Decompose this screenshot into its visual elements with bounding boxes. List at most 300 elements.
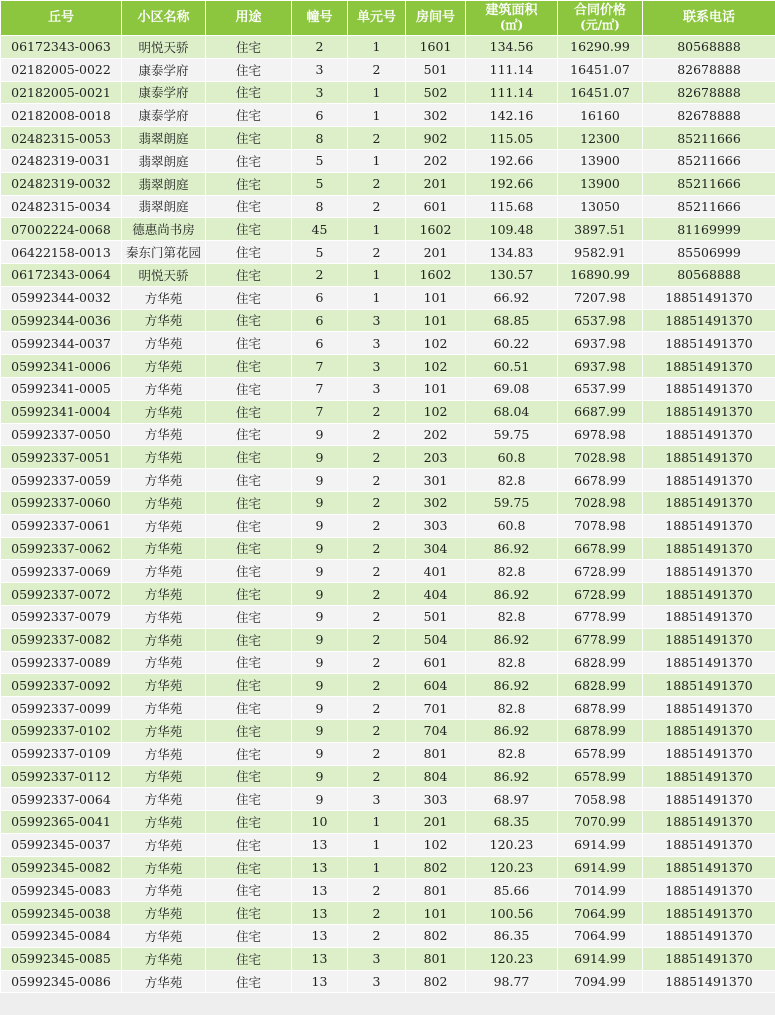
cell-community-name: 秦东门第花园 (122, 241, 206, 264)
cell-contact-phone: 18851491370 (643, 902, 775, 925)
cell-contract-price: 6578.99 (558, 765, 643, 788)
cell-lot-number: 05992341-0004 (1, 400, 122, 423)
cell-lot-number: 05992345-0086 (1, 970, 122, 993)
cell-building-number: 3 (292, 81, 348, 104)
cell-lot-number: 02482319-0032 (1, 172, 122, 195)
cell-usage: 住宅 (206, 332, 292, 355)
column-header-text: 建筑面积 (485, 3, 538, 18)
cell-usage: 住宅 (206, 811, 292, 834)
cell-room-number: 504 (406, 628, 466, 651)
cell-floor-area: 111.14 (466, 58, 558, 81)
column-header-room-number (406, 1, 466, 36)
cell-room-number: 802 (406, 856, 466, 879)
cell-floor-area: 60.8 (466, 446, 558, 469)
cell-building-number: 13 (292, 947, 348, 970)
table-row (1, 765, 775, 788)
cell-room-number: 303 (406, 788, 466, 811)
cell-contact-phone: 85506999 (643, 241, 775, 264)
cell-community-name: 方华苑 (122, 719, 206, 742)
cell-contact-phone: 18851491370 (643, 377, 775, 400)
cell-building-number: 10 (292, 811, 348, 834)
cell-lot-number: 05992344-0036 (1, 309, 122, 332)
column-header-lot-number (1, 1, 122, 36)
cell-contract-price: 6878.99 (558, 697, 643, 720)
table-row (1, 537, 775, 560)
cell-community-name: 方华苑 (122, 674, 206, 697)
cell-contact-phone: 18851491370 (643, 856, 775, 879)
cell-lot-number: 05992337-0051 (1, 446, 122, 469)
cell-contract-price: 7078.98 (558, 514, 643, 537)
cell-contract-price: 6537.99 (558, 377, 643, 400)
cell-floor-area: 115.05 (466, 127, 558, 150)
cell-community-name: 方华苑 (122, 879, 206, 902)
cell-contract-price: 16290.99 (558, 36, 643, 59)
cell-community-name: 翡翠朗庭 (122, 149, 206, 172)
table-row (1, 514, 775, 537)
cell-contact-phone: 18851491370 (643, 423, 775, 446)
cell-lot-number: 05992337-0069 (1, 560, 122, 583)
table-row (1, 446, 775, 469)
table-row (1, 560, 775, 583)
cell-building-number: 9 (292, 765, 348, 788)
cell-building-number: 9 (292, 719, 348, 742)
cell-lot-number: 02182005-0022 (1, 58, 122, 81)
table-row (1, 81, 775, 104)
cell-lot-number: 02182008-0018 (1, 104, 122, 127)
cell-unit-number: 2 (348, 697, 406, 720)
cell-community-name: 方华苑 (122, 332, 206, 355)
cell-floor-area: 82.8 (466, 651, 558, 674)
cell-unit-number: 2 (348, 765, 406, 788)
cell-room-number: 604 (406, 674, 466, 697)
cell-room-number: 501 (406, 58, 466, 81)
cell-building-number: 9 (292, 514, 348, 537)
cell-room-number: 1602 (406, 218, 466, 241)
cell-building-number: 5 (292, 241, 348, 264)
cell-contract-price: 6728.99 (558, 560, 643, 583)
cell-room-number: 101 (406, 902, 466, 925)
cell-lot-number: 05992337-0050 (1, 423, 122, 446)
cell-community-name: 翡翠朗庭 (122, 127, 206, 150)
cell-floor-area: 59.75 (466, 423, 558, 446)
cell-community-name: 方华苑 (122, 560, 206, 583)
cell-floor-area: 120.23 (466, 947, 558, 970)
cell-community-name: 方华苑 (122, 583, 206, 606)
cell-room-number: 801 (406, 879, 466, 902)
cell-usage: 住宅 (206, 400, 292, 423)
table-row (1, 925, 775, 948)
cell-floor-area: 120.23 (466, 856, 558, 879)
cell-community-name: 方华苑 (122, 446, 206, 469)
cell-building-number: 9 (292, 628, 348, 651)
cell-contract-price: 7058.98 (558, 788, 643, 811)
cell-lot-number: 05992337-0112 (1, 765, 122, 788)
cell-unit-number: 2 (348, 879, 406, 902)
cell-contact-phone: 18851491370 (643, 719, 775, 742)
cell-lot-number: 05992345-0085 (1, 947, 122, 970)
cell-contract-price: 16451.07 (558, 81, 643, 104)
column-header-text: (㎡) (499, 18, 524, 32)
cell-lot-number: 05992337-0109 (1, 742, 122, 765)
cell-room-number: 502 (406, 81, 466, 104)
table-row (1, 58, 775, 81)
cell-lot-number: 02482315-0053 (1, 127, 122, 150)
cell-contract-price: 7064.99 (558, 902, 643, 925)
cell-contract-price: 6914.99 (558, 833, 643, 856)
cell-contact-phone: 18851491370 (643, 514, 775, 537)
column-header-text: 合同价格 (573, 3, 626, 18)
cell-lot-number: 05992345-0083 (1, 879, 122, 902)
cell-community-name: 康泰学府 (122, 81, 206, 104)
cell-floor-area: 82.8 (466, 469, 558, 492)
cell-room-number: 203 (406, 446, 466, 469)
cell-community-name: 明悦天骄 (122, 263, 206, 286)
cell-contact-phone: 82678888 (643, 58, 775, 81)
cell-lot-number: 05992337-0102 (1, 719, 122, 742)
column-header-text: 小区名称 (137, 10, 190, 25)
cell-usage: 住宅 (206, 879, 292, 902)
cell-contract-price: 13900 (558, 149, 643, 172)
cell-building-number: 13 (292, 970, 348, 993)
cell-unit-number: 3 (348, 332, 406, 355)
cell-room-number: 101 (406, 286, 466, 309)
cell-floor-area: 130.57 (466, 263, 558, 286)
cell-community-name: 翡翠朗庭 (122, 172, 206, 195)
cell-unit-number: 2 (348, 172, 406, 195)
cell-building-number: 5 (292, 172, 348, 195)
cell-community-name: 方华苑 (122, 925, 206, 948)
cell-contact-phone: 85211666 (643, 127, 775, 150)
cell-unit-number: 1 (348, 811, 406, 834)
cell-unit-number: 2 (348, 628, 406, 651)
cell-contact-phone: 18851491370 (643, 332, 775, 355)
cell-building-number: 6 (292, 332, 348, 355)
cell-room-number: 902 (406, 127, 466, 150)
cell-unit-number: 1 (348, 263, 406, 286)
table-row (1, 947, 775, 970)
cell-usage: 住宅 (206, 560, 292, 583)
cell-floor-area: 86.35 (466, 925, 558, 948)
cell-unit-number: 3 (348, 309, 406, 332)
cell-community-name: 方华苑 (122, 423, 206, 446)
cell-contract-price: 7207.98 (558, 286, 643, 309)
cell-contact-phone: 18851491370 (643, 628, 775, 651)
cell-contract-price: 6537.98 (558, 309, 643, 332)
table-row (1, 833, 775, 856)
cell-building-number: 13 (292, 833, 348, 856)
table-row (1, 902, 775, 925)
cell-room-number: 704 (406, 719, 466, 742)
cell-usage: 住宅 (206, 241, 292, 264)
table-row (1, 879, 775, 902)
cell-building-number: 9 (292, 742, 348, 765)
cell-contact-phone: 18851491370 (643, 446, 775, 469)
cell-building-number: 9 (292, 697, 348, 720)
cell-floor-area: 109.48 (466, 218, 558, 241)
cell-contact-phone: 82678888 (643, 81, 775, 104)
cell-contact-phone: 85211666 (643, 195, 775, 218)
cell-usage: 住宅 (206, 537, 292, 560)
cell-room-number: 404 (406, 583, 466, 606)
cell-unit-number: 1 (348, 286, 406, 309)
column-header-text: 丘号 (47, 10, 74, 25)
cell-unit-number: 2 (348, 58, 406, 81)
cell-room-number: 601 (406, 651, 466, 674)
cell-room-number: 1601 (406, 36, 466, 59)
cell-lot-number: 06172343-0064 (1, 263, 122, 286)
cell-floor-area: 82.8 (466, 697, 558, 720)
cell-usage: 住宅 (206, 742, 292, 765)
cell-community-name: 方华苑 (122, 833, 206, 856)
header-row (1, 1, 775, 36)
cell-community-name: 方华苑 (122, 309, 206, 332)
cell-building-number: 8 (292, 195, 348, 218)
cell-floor-area: 86.92 (466, 537, 558, 560)
cell-unit-number: 2 (348, 560, 406, 583)
cell-community-name: 方华苑 (122, 970, 206, 993)
cell-floor-area: 82.8 (466, 560, 558, 583)
cell-unit-number: 2 (348, 605, 406, 628)
cell-floor-area: 66.92 (466, 286, 558, 309)
cell-contract-price: 7014.99 (558, 879, 643, 902)
cell-unit-number: 2 (348, 241, 406, 264)
cell-community-name: 方华苑 (122, 697, 206, 720)
table-row (1, 628, 775, 651)
cell-contract-price: 6728.99 (558, 583, 643, 606)
cell-building-number: 9 (292, 560, 348, 583)
table-row (1, 241, 775, 264)
cell-floor-area: 60.22 (466, 332, 558, 355)
cell-contact-phone: 18851491370 (643, 583, 775, 606)
cell-unit-number: 2 (348, 423, 406, 446)
table-row (1, 309, 775, 332)
cell-contact-phone: 82678888 (643, 104, 775, 127)
cell-lot-number: 05992341-0006 (1, 355, 122, 378)
column-header-community-name (122, 1, 206, 36)
cell-room-number: 201 (406, 241, 466, 264)
cell-usage: 住宅 (206, 81, 292, 104)
cell-floor-area: 142.16 (466, 104, 558, 127)
cell-lot-number: 05992337-0072 (1, 583, 122, 606)
cell-unit-number: 2 (348, 742, 406, 765)
cell-floor-area: 100.56 (466, 902, 558, 925)
cell-community-name: 明悦天骄 (122, 36, 206, 59)
cell-contact-phone: 18851491370 (643, 560, 775, 583)
table-row (1, 491, 775, 514)
cell-building-number: 6 (292, 286, 348, 309)
cell-contract-price: 16160 (558, 104, 643, 127)
cell-room-number: 701 (406, 697, 466, 720)
cell-usage: 住宅 (206, 651, 292, 674)
cell-contract-price: 12300 (558, 127, 643, 150)
cell-contract-price: 6828.99 (558, 674, 643, 697)
cell-floor-area: 86.92 (466, 674, 558, 697)
cell-lot-number: 02482319-0031 (1, 149, 122, 172)
cell-contact-phone: 18851491370 (643, 355, 775, 378)
cell-room-number: 804 (406, 765, 466, 788)
cell-contract-price: 6778.99 (558, 628, 643, 651)
column-header-text: 联系电话 (682, 10, 735, 25)
table-row (1, 149, 775, 172)
cell-unit-number: 3 (348, 970, 406, 993)
cell-floor-area: 120.23 (466, 833, 558, 856)
cell-floor-area: 86.92 (466, 628, 558, 651)
cell-room-number: 501 (406, 605, 466, 628)
cell-usage: 住宅 (206, 377, 292, 400)
cell-community-name: 康泰学府 (122, 104, 206, 127)
cell-usage: 住宅 (206, 195, 292, 218)
cell-lot-number: 02482315-0034 (1, 195, 122, 218)
cell-contact-phone: 18851491370 (643, 400, 775, 423)
cell-usage: 住宅 (206, 902, 292, 925)
cell-building-number: 2 (292, 36, 348, 59)
table-row (1, 674, 775, 697)
cell-usage: 住宅 (206, 674, 292, 697)
cell-contract-price: 6937.98 (558, 332, 643, 355)
cell-contact-phone: 18851491370 (643, 765, 775, 788)
table-row (1, 583, 775, 606)
cell-room-number: 801 (406, 742, 466, 765)
cell-contract-price: 6678.99 (558, 469, 643, 492)
column-header-unit-number (348, 1, 406, 36)
cell-building-number: 7 (292, 355, 348, 378)
cell-room-number: 201 (406, 172, 466, 195)
cell-floor-area: 60.51 (466, 355, 558, 378)
cell-room-number: 302 (406, 491, 466, 514)
cell-usage: 住宅 (206, 788, 292, 811)
cell-contact-phone: 18851491370 (643, 537, 775, 560)
cell-unit-number: 1 (348, 104, 406, 127)
cell-contact-phone: 18851491370 (643, 833, 775, 856)
cell-contract-price: 16890.99 (558, 263, 643, 286)
cell-floor-area: 68.04 (466, 400, 558, 423)
table-row (1, 742, 775, 765)
cell-contact-phone: 18851491370 (643, 674, 775, 697)
cell-unit-number: 2 (348, 127, 406, 150)
cell-usage: 住宅 (206, 218, 292, 241)
cell-room-number: 202 (406, 149, 466, 172)
cell-floor-area: 59.75 (466, 491, 558, 514)
cell-room-number: 102 (406, 400, 466, 423)
cell-unit-number: 2 (348, 491, 406, 514)
cell-community-name: 康泰学府 (122, 58, 206, 81)
cell-building-number: 6 (292, 309, 348, 332)
cell-floor-area: 134.56 (466, 36, 558, 59)
cell-contact-phone: 81169999 (643, 218, 775, 241)
cell-usage: 住宅 (206, 856, 292, 879)
cell-room-number: 802 (406, 970, 466, 993)
cell-unit-number: 2 (348, 674, 406, 697)
cell-usage: 住宅 (206, 172, 292, 195)
cell-unit-number: 1 (348, 218, 406, 241)
column-header-contract-price (558, 1, 643, 36)
cell-unit-number: 1 (348, 36, 406, 59)
cell-contact-phone: 18851491370 (643, 469, 775, 492)
cell-lot-number: 05992341-0005 (1, 377, 122, 400)
cell-building-number: 7 (292, 400, 348, 423)
cell-building-number: 9 (292, 446, 348, 469)
cell-usage: 住宅 (206, 719, 292, 742)
cell-building-number: 9 (292, 537, 348, 560)
cell-room-number: 101 (406, 377, 466, 400)
cell-floor-area: 111.14 (466, 81, 558, 104)
cell-building-number: 45 (292, 218, 348, 241)
cell-contact-phone: 18851491370 (643, 879, 775, 902)
cell-unit-number: 2 (348, 195, 406, 218)
table-row (1, 719, 775, 742)
cell-contract-price: 13050 (558, 195, 643, 218)
cell-community-name: 方华苑 (122, 491, 206, 514)
cell-building-number: 9 (292, 651, 348, 674)
cell-lot-number: 05992337-0089 (1, 651, 122, 674)
table-row (1, 332, 775, 355)
cell-usage: 住宅 (206, 423, 292, 446)
cell-unit-number: 1 (348, 81, 406, 104)
cell-building-number: 13 (292, 902, 348, 925)
cell-contract-price: 6937.98 (558, 355, 643, 378)
cell-building-number: 6 (292, 104, 348, 127)
table-row (1, 355, 775, 378)
cell-usage: 住宅 (206, 833, 292, 856)
cell-floor-area: 82.8 (466, 742, 558, 765)
cell-room-number: 1602 (406, 263, 466, 286)
cell-lot-number: 05992337-0059 (1, 469, 122, 492)
table-row (1, 377, 775, 400)
cell-lot-number: 05992337-0079 (1, 605, 122, 628)
cell-floor-area: 68.35 (466, 811, 558, 834)
cell-contract-price: 6878.99 (558, 719, 643, 742)
cell-usage: 住宅 (206, 355, 292, 378)
cell-unit-number: 2 (348, 514, 406, 537)
cell-room-number: 302 (406, 104, 466, 127)
column-header-text: 单元号 (356, 10, 396, 25)
cell-contact-phone: 85211666 (643, 149, 775, 172)
cell-lot-number: 05992365-0041 (1, 811, 122, 834)
column-header-contact-phone (643, 1, 775, 36)
cell-unit-number: 1 (348, 856, 406, 879)
cell-unit-number: 2 (348, 446, 406, 469)
cell-contract-price: 6687.99 (558, 400, 643, 423)
cell-contract-price: 6778.99 (558, 605, 643, 628)
cell-floor-area: 69.08 (466, 377, 558, 400)
cell-floor-area: 68.85 (466, 309, 558, 332)
cell-unit-number: 2 (348, 583, 406, 606)
cell-room-number: 802 (406, 925, 466, 948)
cell-room-number: 202 (406, 423, 466, 446)
cell-lot-number: 05992337-0099 (1, 697, 122, 720)
cell-building-number: 9 (292, 605, 348, 628)
cell-building-number: 13 (292, 879, 348, 902)
cell-floor-area: 134.83 (466, 241, 558, 264)
cell-community-name: 方华苑 (122, 856, 206, 879)
cell-floor-area: 60.8 (466, 514, 558, 537)
cell-community-name: 方华苑 (122, 286, 206, 309)
cell-community-name: 方华苑 (122, 628, 206, 651)
table-row (1, 172, 775, 195)
cell-contact-phone: 18851491370 (643, 811, 775, 834)
cell-floor-area: 98.77 (466, 970, 558, 993)
cell-usage: 住宅 (206, 127, 292, 150)
cell-floor-area: 86.92 (466, 583, 558, 606)
cell-contact-phone: 18851491370 (643, 970, 775, 993)
cell-contract-price: 7028.98 (558, 446, 643, 469)
cell-building-number: 9 (292, 788, 348, 811)
cell-usage: 住宅 (206, 947, 292, 970)
cell-usage: 住宅 (206, 263, 292, 286)
cell-lot-number: 05992345-0037 (1, 833, 122, 856)
cell-contract-price: 16451.07 (558, 58, 643, 81)
cell-community-name: 方华苑 (122, 742, 206, 765)
